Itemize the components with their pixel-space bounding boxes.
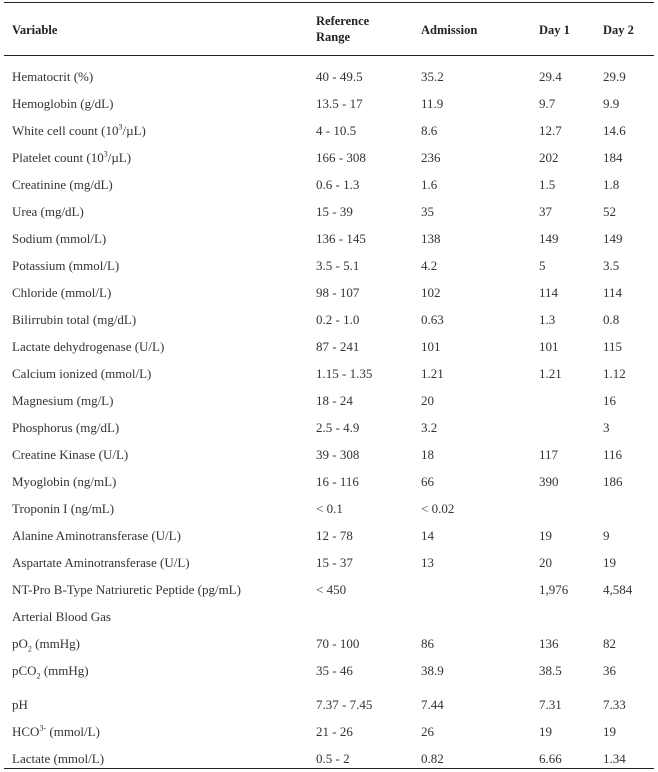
admission-cell: 18 xyxy=(421,447,434,462)
reference-range-cell: 18 - 24 xyxy=(316,393,353,408)
row-label xyxy=(12,123,146,139)
day2-cell: 19 xyxy=(603,724,616,739)
day2-cell: 115 xyxy=(603,339,623,354)
day2-cell: 0.8 xyxy=(603,312,620,327)
header-rule xyxy=(4,55,654,56)
day2-cell: 149 xyxy=(603,231,623,246)
day1-cell: 29.4 xyxy=(539,69,562,84)
admission-cell: 8.6 xyxy=(421,123,438,138)
reference-range-cell: 15 - 37 xyxy=(316,555,353,570)
reference-range-cell: 1.15 - 1.35 xyxy=(316,366,373,381)
admission-cell: 20 xyxy=(421,393,434,408)
day1-cell: 1.3 xyxy=(539,312,556,327)
day2-cell: 82 xyxy=(603,636,616,651)
row-label-unit: /µL) xyxy=(122,123,146,138)
day1-cell: 1.5 xyxy=(539,177,556,192)
row-label: Phosphorus (mg/dL) xyxy=(12,420,120,435)
header-variable: Variable xyxy=(12,23,58,37)
day1-cell: 19 xyxy=(539,724,552,739)
row-label-text: pO xyxy=(12,636,28,651)
header-admission: Admission xyxy=(421,23,478,37)
row-label-unit: (mmHg) xyxy=(40,663,89,678)
day1-cell: 101 xyxy=(539,339,559,354)
reference-range-cell: 136 - 145 xyxy=(316,231,366,246)
row-label: Chloride (mmol/L) xyxy=(12,285,112,300)
admission-cell: 0.63 xyxy=(421,312,444,327)
row-label-superscript: 3- xyxy=(39,723,47,733)
day1-cell: 202 xyxy=(539,150,559,165)
day1-cell: 1,976 xyxy=(539,582,569,597)
day2-cell: 14.6 xyxy=(603,123,626,138)
row-label xyxy=(12,663,89,679)
admission-cell: 0.82 xyxy=(421,751,444,766)
day2-cell: 184 xyxy=(603,150,623,165)
admission-cell: 35.2 xyxy=(421,69,444,84)
reference-range-cell: 87 - 241 xyxy=(316,339,360,354)
header-day2: Day 2 xyxy=(603,23,634,37)
reference-range-cell: 3.5 - 5.1 xyxy=(316,258,360,273)
admission-cell: 13 xyxy=(421,555,434,570)
admission-cell: < 0.02 xyxy=(421,501,455,516)
reference-range-cell: 4 - 10.5 xyxy=(316,123,357,138)
day2-cell: 116 xyxy=(603,447,623,462)
admission-cell: 26 xyxy=(421,724,434,739)
admission-cell: 86 xyxy=(421,636,434,651)
row-label: Bilirrubin total (mg/dL) xyxy=(12,312,137,327)
reference-range-cell: 70 - 100 xyxy=(316,636,360,651)
day2-cell: 29.9 xyxy=(603,69,626,84)
reference-range-cell: 0.6 - 1.3 xyxy=(316,177,360,192)
reference-range-cell: 40 - 49.5 xyxy=(316,69,363,84)
day2-cell: 7.33 xyxy=(603,697,626,712)
row-label: Myoglobin (ng/mL) xyxy=(12,474,117,489)
reference-range-cell: 98 - 107 xyxy=(316,285,360,300)
day1-cell: 38.5 xyxy=(539,663,562,678)
admission-cell: 66 xyxy=(421,474,434,489)
admission-cell: 35 xyxy=(421,204,434,219)
day1-cell: 37 xyxy=(539,204,552,219)
day2-cell: 3 xyxy=(603,420,610,435)
admission-cell: 236 xyxy=(421,150,441,165)
row-label-subscript: 2 xyxy=(36,671,41,681)
reference-range-cell: < 0.1 xyxy=(316,501,343,516)
row-label-text: pCO xyxy=(12,663,37,678)
reference-range-cell: 0.5 - 2 xyxy=(316,751,350,766)
row-label-unit: (mmol/L) xyxy=(46,724,100,739)
row-label: Arterial Blood Gas xyxy=(12,609,111,624)
row-label: Magnesium (mg/L) xyxy=(12,393,114,408)
day1-cell: 9.7 xyxy=(539,96,556,111)
row-label: Troponin I (ng/mL) xyxy=(12,501,115,516)
header-reference-line2: Range xyxy=(316,30,351,44)
row-label xyxy=(12,724,100,740)
row-label-text: White cell count (10 xyxy=(12,123,119,138)
day1-cell: 6.66 xyxy=(539,751,562,766)
day2-cell: 9 xyxy=(603,528,610,543)
admission-cell: 4.2 xyxy=(421,258,438,273)
reference-range-cell: 0.2 - 1.0 xyxy=(316,312,360,327)
reference-range-cell: 166 - 308 xyxy=(316,150,366,165)
reference-range-cell: 35 - 46 xyxy=(316,663,353,678)
reference-range-cell: 7.37 - 7.45 xyxy=(316,697,373,712)
day1-cell: 1.21 xyxy=(539,366,562,381)
day1-cell: 114 xyxy=(539,285,559,300)
row-label: pH xyxy=(12,697,28,712)
day2-cell: 3.5 xyxy=(603,258,620,273)
admission-cell: 38.9 xyxy=(421,663,444,678)
row-label xyxy=(12,150,131,166)
day2-cell: 19 xyxy=(603,555,616,570)
reference-range-cell: 13.5 - 17 xyxy=(316,96,363,111)
admission-cell: 11.9 xyxy=(421,96,444,111)
day2-cell: 186 xyxy=(603,474,623,489)
row-label-unit: /µL) xyxy=(107,150,132,165)
reference-range-cell: 2.5 - 4.9 xyxy=(316,420,360,435)
row-label-subscript: 2 xyxy=(27,644,32,654)
day2-cell: 52 xyxy=(603,204,616,219)
day2-cell: 1.34 xyxy=(603,751,626,766)
admission-cell: 102 xyxy=(421,285,441,300)
row-label-unit: (mmHg) xyxy=(31,636,80,651)
row-label: Potassium (mmol/L) xyxy=(12,258,120,273)
row-label-superscript: 3 xyxy=(118,122,123,132)
day2-cell: 1.12 xyxy=(603,366,626,381)
row-label: Lactate dehydrogenase (U/L) xyxy=(12,339,165,354)
table-bottom-rule xyxy=(4,768,654,769)
row-label xyxy=(12,636,80,652)
reference-range-cell: 39 - 308 xyxy=(316,447,360,462)
reference-range-cell: 21 - 26 xyxy=(316,724,353,739)
admission-cell: 1.21 xyxy=(421,366,444,381)
admission-cell: 101 xyxy=(421,339,441,354)
row-label: Sodium (mmol/L) xyxy=(12,231,107,246)
admission-cell: 7.44 xyxy=(421,697,444,712)
row-label: Hematocrit (%) xyxy=(12,69,94,84)
row-label: Urea (mg/dL) xyxy=(12,204,84,219)
admission-cell: 3.2 xyxy=(421,420,438,435)
row-label: NT-Pro B-Type Natriuretic Peptide (pg/mL) xyxy=(12,582,241,597)
table-top-rule xyxy=(4,2,654,3)
day1-cell: 136 xyxy=(539,636,559,651)
day2-cell: 1.8 xyxy=(603,177,620,192)
header-reference-line1: Reference xyxy=(316,14,370,28)
day1-cell: 12.7 xyxy=(539,123,562,138)
day2-cell: 16 xyxy=(603,393,616,408)
day2-cell: 114 xyxy=(603,285,623,300)
day1-cell: 20 xyxy=(539,555,552,570)
reference-range-cell: < 450 xyxy=(316,582,347,597)
admission-cell: 138 xyxy=(421,231,441,246)
day2-cell: 4,584 xyxy=(603,582,633,597)
day2-cell: 36 xyxy=(603,663,616,678)
day1-cell: 390 xyxy=(539,474,559,489)
row-label: Alanine Aminotransferase (U/L) xyxy=(12,528,181,543)
row-label: Lactate (mmol/L) xyxy=(12,751,105,766)
row-label: Calcium ionized (mmol/L) xyxy=(12,366,152,381)
reference-range-cell: 16 - 116 xyxy=(316,474,359,489)
header-day1: Day 1 xyxy=(539,23,570,37)
row-label-text: HCO xyxy=(12,724,40,739)
reference-range-cell: 12 - 78 xyxy=(316,528,353,543)
day1-cell: 149 xyxy=(539,231,559,246)
reference-range-cell: 15 - 39 xyxy=(316,204,353,219)
row-label: Aspartate Aminotransferase (U/L) xyxy=(12,555,190,570)
day1-cell: 117 xyxy=(539,447,559,462)
day1-cell: 19 xyxy=(539,528,552,543)
day2-cell: 9.9 xyxy=(603,96,620,111)
row-label: Hemoglobin (g/dL) xyxy=(12,96,114,111)
day1-cell: 7.31 xyxy=(539,697,562,712)
admission-cell: 14 xyxy=(421,528,434,543)
row-label: Creatine Kinase (U/L) xyxy=(12,447,129,462)
day1-cell: 5 xyxy=(539,258,546,273)
admission-cell: 1.6 xyxy=(421,177,438,192)
row-label-text: Platelet count (10 xyxy=(12,150,104,165)
row-label: Creatinine (mg/dL) xyxy=(12,177,113,192)
row-label-superscript: 3 xyxy=(103,149,108,159)
